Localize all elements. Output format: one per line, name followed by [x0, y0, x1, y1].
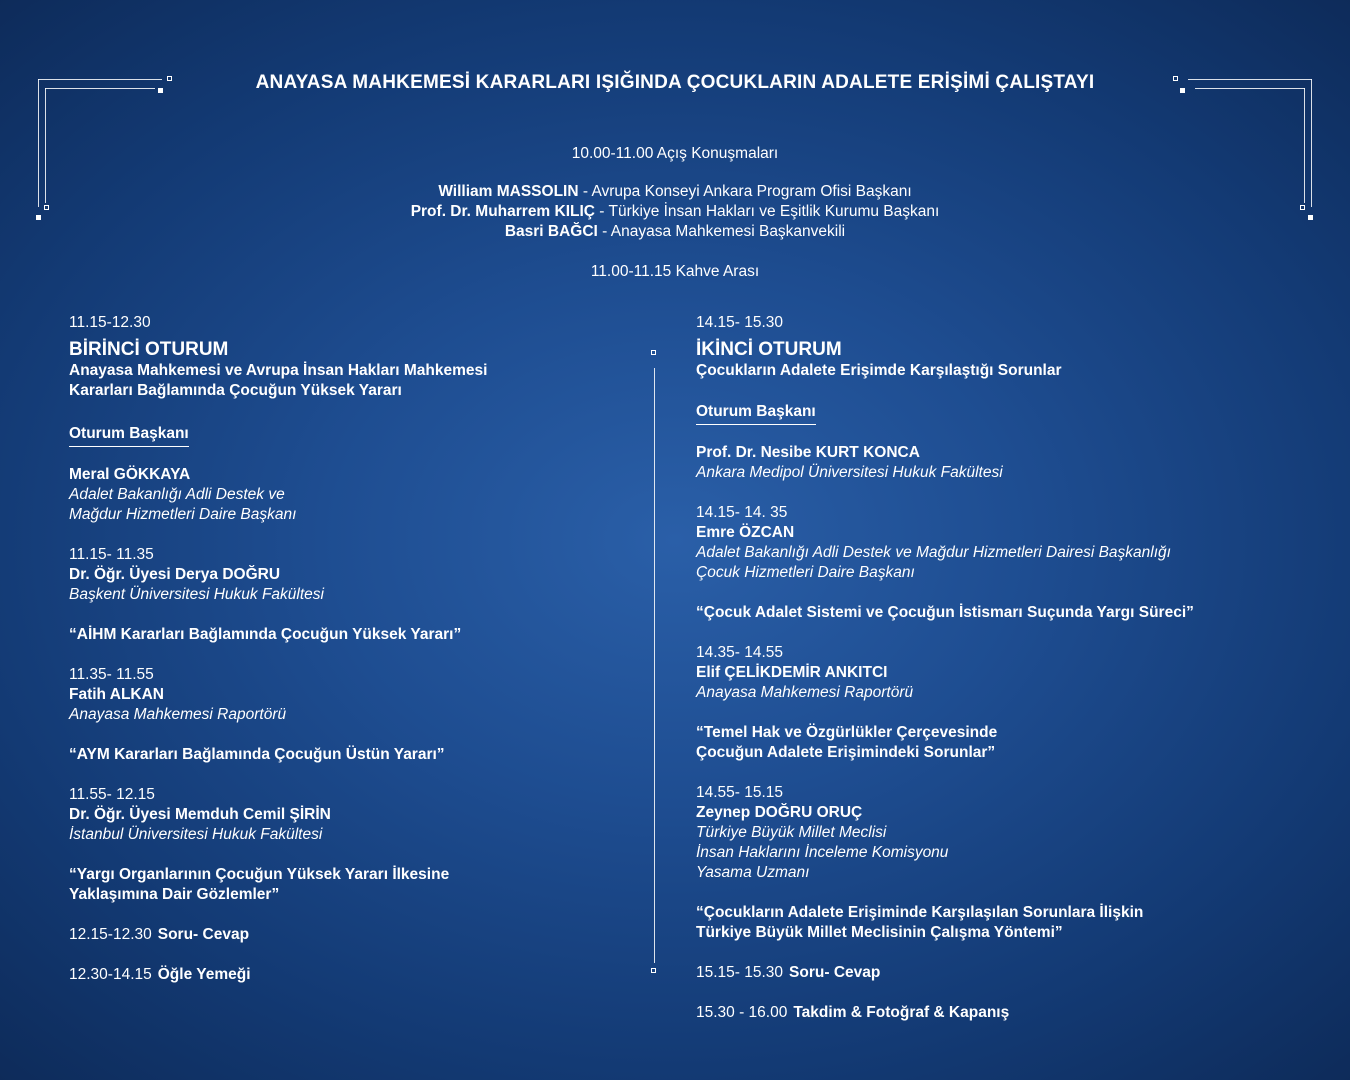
session-title: BİRİNCİ OTURUM: [69, 339, 229, 360]
speaker-name: Zeynep DOĞRU ORUÇ: [696, 804, 863, 821]
talk-title: Yaklaşımına Dair Gözlemler”: [69, 886, 280, 903]
talk-title: “AYM Kararları Bağlamında Çocuğun Üstün Yararı”: [69, 746, 445, 763]
session-subtitle: Kararları Bağlamında Çocuğun Yüksek Yararı: [69, 382, 402, 399]
talk-title: “AİHM Kararları Bağlamında Çocuğun Yüksek Yararı”: [69, 626, 462, 643]
talk-time: 11.55- 12.15: [69, 786, 155, 803]
speaker-affiliation: İstanbul Üniversitesi Hukuk Fakültesi: [69, 826, 323, 843]
chair-name: Meral GÖKKAYA: [69, 466, 191, 483]
chair-label: Oturum Başkanı: [696, 402, 816, 425]
talk: [696, 503, 1316, 623]
divider-bottom-marker: [651, 968, 656, 973]
speaker-affiliation: İnsan Haklarını İnceleme Komisyonu: [696, 844, 949, 861]
talk-time: 14.15- 14. 35: [696, 504, 788, 521]
closing-row: 15.30 - 16.00 Takdim & Fotoğraf & Kapanış: [696, 1004, 1010, 1021]
session-2: [696, 313, 1316, 1023]
opening-speaker: Basri BAĞCI - Anayasa Mahkemesi Başkanvekili: [504, 223, 846, 240]
speaker-affiliation: Adalet Bakanlığı Adli Destek ve Mağdur Hizmetleri Dairesi Başkanlığı: [696, 544, 1171, 561]
speaker-name: Dr. Öğr. Üyesi Derya DOĞRU: [69, 566, 281, 583]
divider-top-marker: [651, 350, 656, 355]
talk-title: Türkiye Büyük Millet Meclisinin Çalışma Yöntemi”: [696, 924, 1063, 941]
speaker-name: Elif ÇELİKDEMİR ANKITCI: [696, 664, 888, 681]
speaker-affiliation: Çocuk Hizmetleri Daire Başkanı: [696, 564, 915, 581]
session-subtitle: Çocukların Adalete Erişimde Karşılaştığı Sorunlar: [696, 362, 1062, 379]
session-title: İKİNCİ OTURUM: [696, 339, 842, 360]
speaker-affiliation: Anayasa Mahkemesi Raportörü: [696, 684, 914, 701]
opening-speaker: Prof. Dr. Muharrem KILIÇ - Türkiye İnsan Hakları ve Eşitlik Kurumu Başkanı: [410, 203, 940, 220]
talk-time: 14.55- 15.15: [696, 784, 784, 801]
session-subtitle: Anayasa Mahkemesi ve Avrupa İnsan Hakları Mahkemesi: [69, 362, 488, 379]
talk: [696, 783, 1316, 943]
opening-speaker: William MASSOLIN - Avrupa Konseyi Ankara Program Ofisi Başkanı: [438, 183, 912, 200]
coffee-break: 11.00-11.15 Kahve Arası: [590, 263, 760, 280]
session-1: [69, 313, 629, 985]
speaker-name: Dr. Öğr. Üyesi Memduh Cemil ŞİRİN: [69, 806, 331, 823]
talk: [696, 643, 1316, 763]
talk: [69, 545, 629, 645]
opening-time: 10.00-11.00 Açış Konuşmaları: [571, 145, 779, 162]
talk-time: 14.35- 14.55: [696, 644, 784, 661]
qa-row: 12.15-12.30 Soru- Cevap: [69, 926, 250, 943]
speaker-affiliation: Anayasa Mahkemesi Raportörü: [69, 706, 287, 723]
speaker-name: Fatih ALKAN: [69, 686, 164, 703]
talk: [69, 785, 629, 905]
chair-label: Oturum Başkanı: [69, 424, 189, 447]
page-title: ANAYASA MAHKEMESİ KARARLARI IŞIĞINDA ÇOCUKLARIN ADALETE ERİŞİMİ ÇALIŞTAYI: [255, 72, 1095, 93]
talk-time: 11.15- 11.35: [69, 546, 154, 563]
opening-speakers: [0, 182, 1350, 242]
talk: [69, 665, 629, 765]
talk-time: 11.35- 11.55: [69, 666, 154, 683]
session-time: 11.15-12.30: [69, 314, 151, 331]
speaker-name: Emre ÖZCAN: [696, 524, 795, 541]
chair-affiliation: Adalet Bakanlığı Adli Destek ve: [69, 486, 285, 503]
lunch-row: 12.30-14.15 Öğle Yemeği: [69, 966, 251, 983]
chair-affiliation: Mağdur Hizmetleri Daire Başkanı: [69, 506, 297, 523]
chair-name: Prof. Dr. Nesibe KURT KONCA: [696, 444, 920, 461]
talk-title: “Yargı Organlarının Çocuğun Yüksek Yararı İlkesine: [69, 866, 450, 883]
speaker-affiliation: Başkent Üniversitesi Hukuk Fakültesi: [69, 586, 324, 603]
talk-title: “Çocukların Adalete Erişiminde Karşılaşılan Sorunlara İlişkin: [696, 904, 1144, 921]
chair-affiliation: Ankara Medipol Üniversitesi Hukuk Fakültesi: [696, 464, 1003, 481]
session-time: 14.15- 15.30: [696, 314, 784, 331]
speaker-affiliation: Türkiye Büyük Millet Meclisi: [696, 824, 887, 841]
qa-row: 15.15- 15.30 Soru- Cevap: [696, 964, 881, 981]
column-divider: [654, 368, 655, 963]
talk-title: Çocuğun Adalete Erişimindeki Sorunlar”: [696, 744, 996, 761]
speaker-affiliation: Yasama Uzmanı: [696, 864, 810, 881]
talk-title: “Çocuk Adalet Sistemi ve Çocuğun İstismarı Suçunda Yargı Süreci”: [696, 604, 1194, 621]
talk-title: “Temel Hak ve Özgürlükler Çerçevesinde: [696, 724, 998, 741]
